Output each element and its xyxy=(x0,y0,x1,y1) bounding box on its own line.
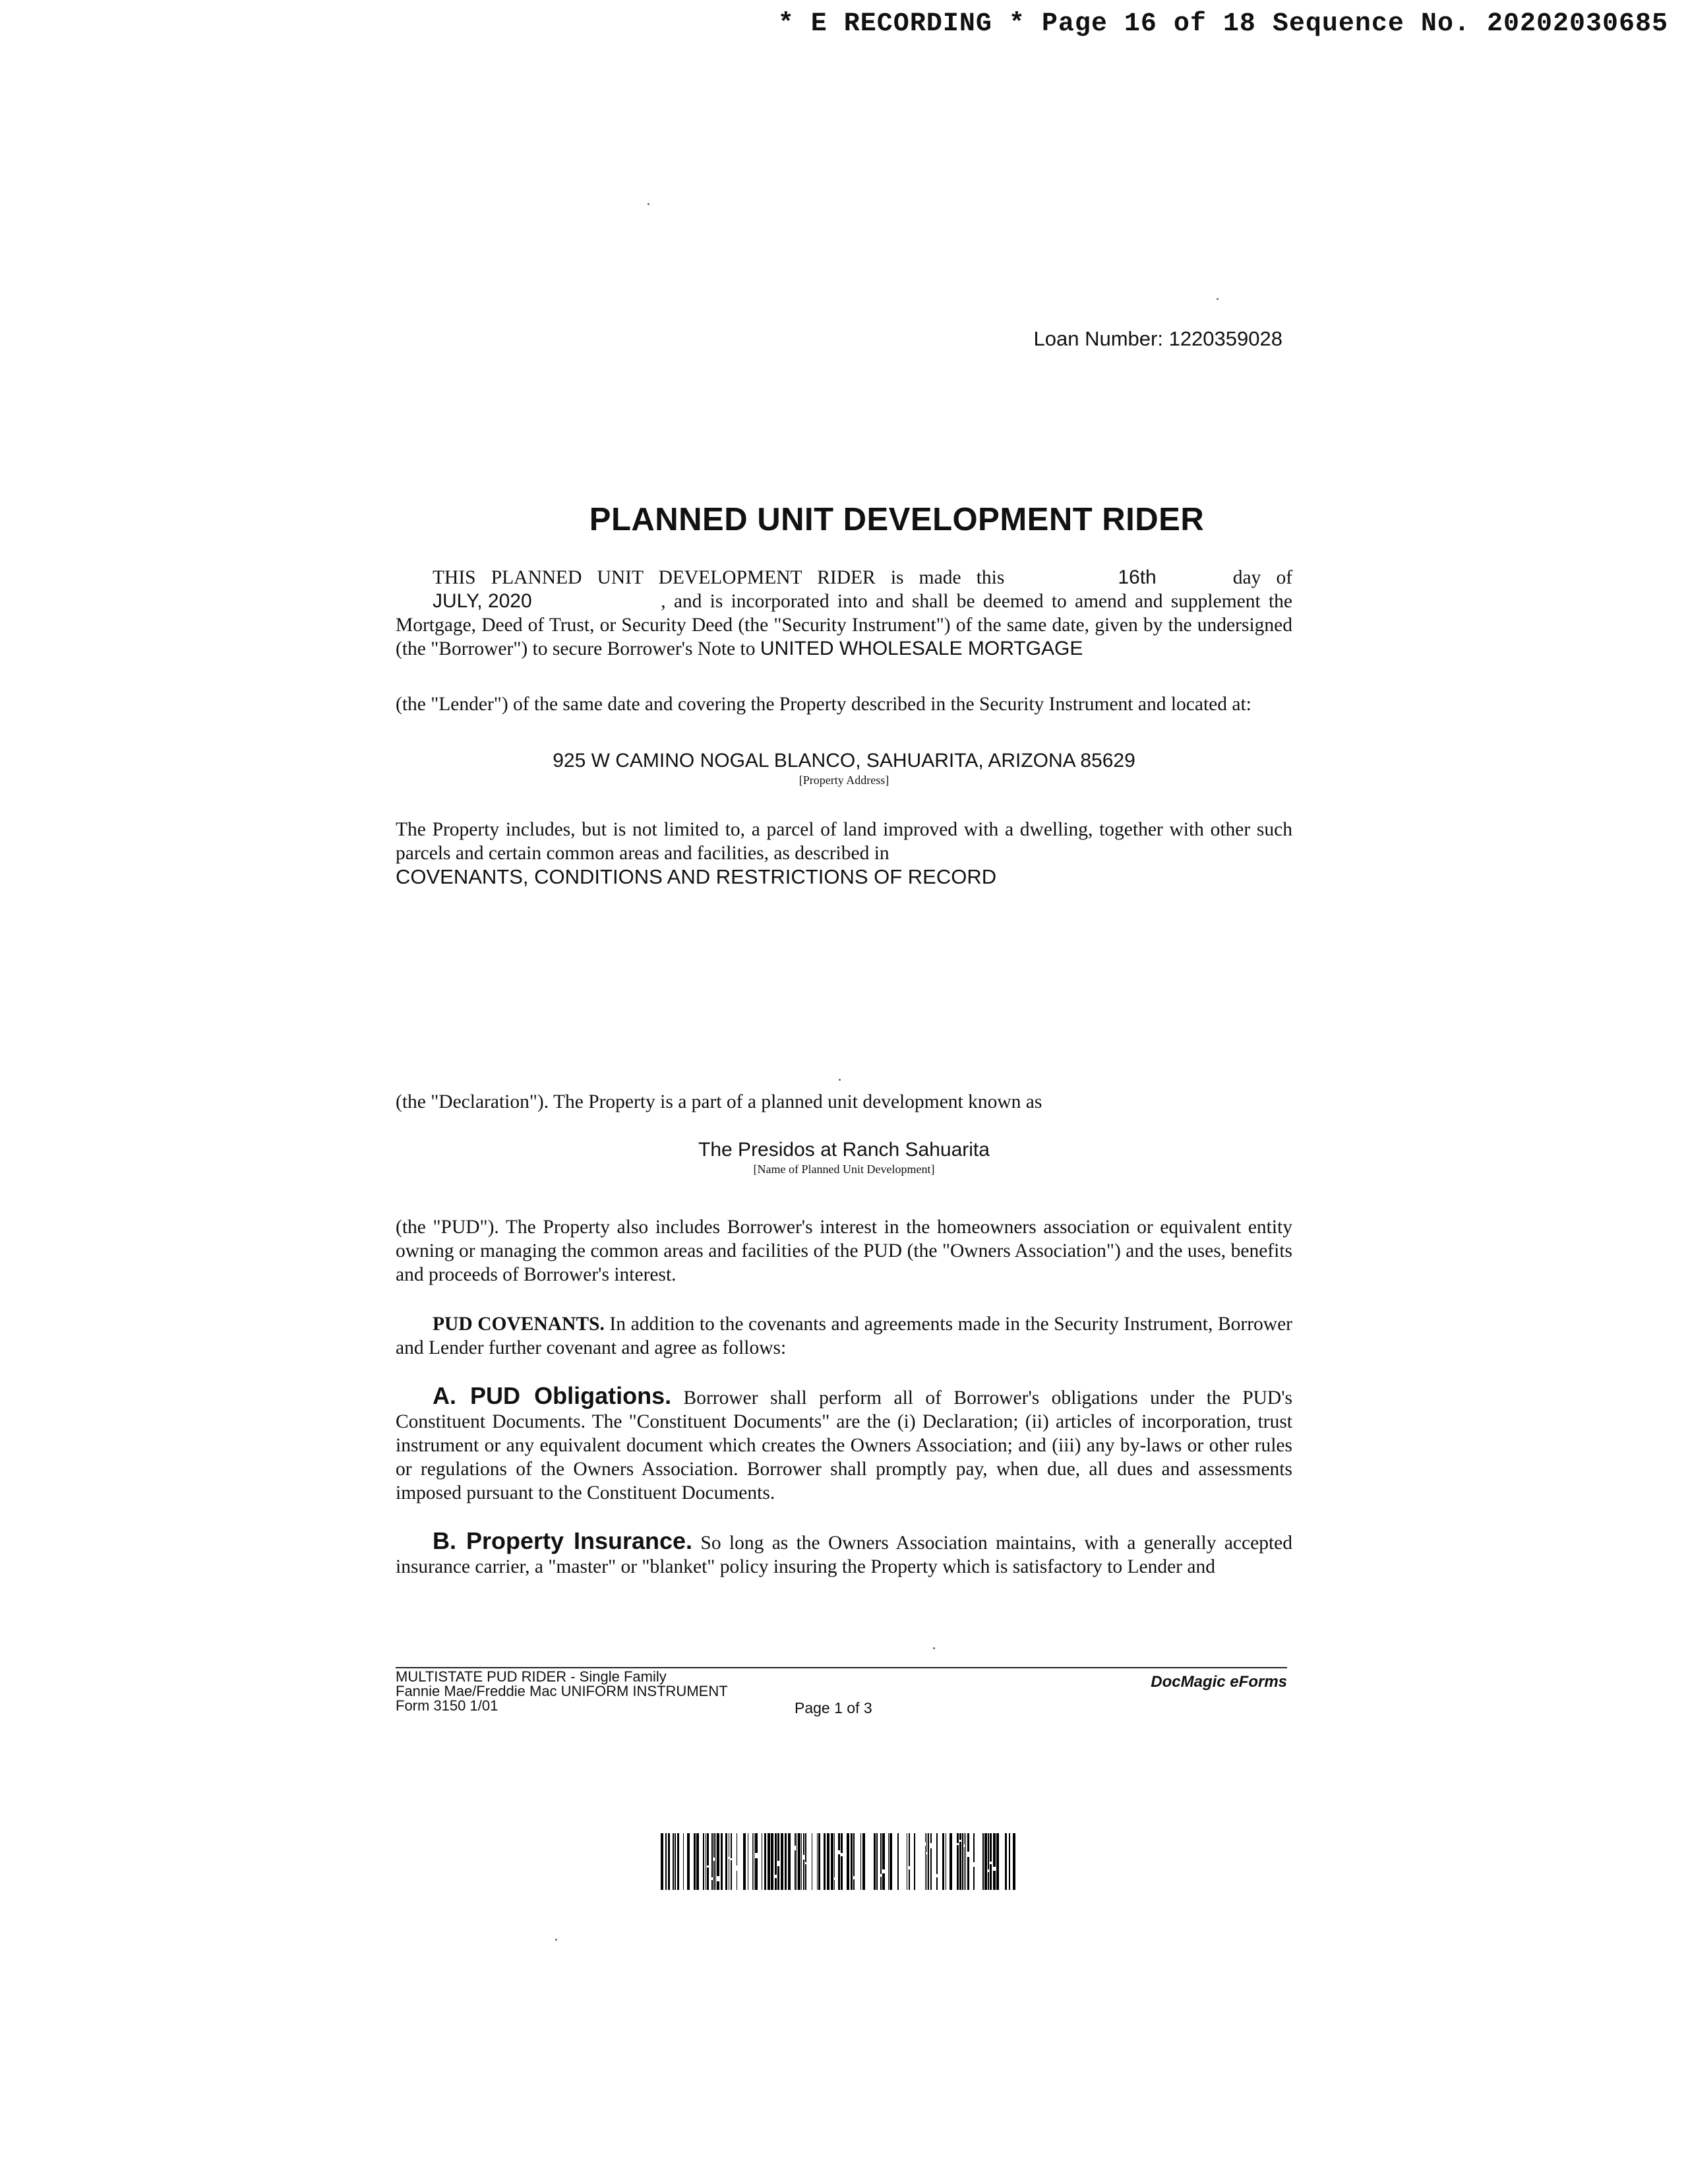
barcode-image xyxy=(661,1833,1017,1890)
pud-paragraph: (the "PUD"). The Property also includes Borrower's interest in the homeowners association or equivalent entity owning or managing the common areas and facilities of the PUD (the "Owners Association") and the uses, benefits and proceeds of Borrower's interest. xyxy=(396,1217,1292,1285)
lender-name: UNITED WHOLESALE MORTGAGE xyxy=(760,638,1083,659)
section-b-heading: B. Property Insurance. xyxy=(433,1527,693,1554)
intro-text-1: THIS PLANNED UNIT DEVELOPMENT RIDER is made this xyxy=(433,567,1005,588)
declaration-sentence: (the "Declaration"). The Property is a part of a planned unit development known as xyxy=(396,1091,1042,1112)
intro-paragraph xyxy=(396,566,1292,661)
section-a-heading: A. PUD Obligations. xyxy=(433,1382,672,1409)
section-b-text: So long as the Owners Association maintains, with a generally accepted insurance carrier, a "master" or "blanket" policy insuring the Property which is satisfactory to Lender and xyxy=(396,1532,1292,1577)
intro-text-2: day of xyxy=(1232,567,1293,588)
property-address: 925 W CAMINO NOGAL BLANCO, SAHUARITA, ARIZONA 85629 xyxy=(553,750,1135,772)
footer-line-2: Fannie Mae/Freddie Mac UNIFORM INSTRUMENT xyxy=(396,1683,728,1699)
intro-month-year: JULY, 2020 xyxy=(433,590,532,612)
section-a-paragraph xyxy=(396,1384,1292,1505)
scan-speck xyxy=(555,1939,557,1941)
loan-number-label: Loan Number: xyxy=(1033,327,1163,350)
pud-covenants-paragraph xyxy=(396,1312,1292,1360)
section-a-text: Borrower shall perform all of Borrower's obligations under the PUD's Constituent Documents. The "Constituent Documents" are the (i) Declaration; (ii) articles of incorporation, trust instrument or any equivalent document which creates the Owners Association; and (iii) any by-laws or other rules or regulations of the Owners Association. Borrower shall promptly pay, when due, all dues and assessments imposed pursuant to the Constituent Documents. xyxy=(396,1387,1293,1503)
footer-form-info xyxy=(396,1670,728,1713)
docmagic-logo: DocMagic eForms xyxy=(1151,1673,1287,1691)
scan-speck xyxy=(1217,298,1219,300)
property-address-block xyxy=(396,750,1292,787)
property-address-caption: [Property Address] xyxy=(799,774,889,787)
scan-speck xyxy=(839,1079,841,1081)
document-title: PLANNED UNIT DEVELOPMENT RIDER xyxy=(589,502,1205,537)
intro-lender-clause: (the "Lender") of the same date and covering the Property described in the Security Instrument and located at: xyxy=(396,694,1251,715)
loan-number-line xyxy=(791,327,1282,351)
property-includes-paragraph: The Property includes, but is not limited to, a parcel of land improved with a dwelling, together with other such parcels and certain common areas and facilities, as described in xyxy=(396,819,1292,864)
intro-text-3: , and is incorporated into and shall be deemed to amend and supplement the Mortgage, Deed of Trust, or Security Deed (the "Security Instrument") of the same date, given by the undersigned (the "Borrower") to secure Borrower's Note to xyxy=(396,591,1292,659)
footer-line-3: Form 3150 1/01 xyxy=(396,1697,498,1714)
loan-number-value: 1220359028 xyxy=(1168,327,1282,350)
footer-page-number: Page 1 of 3 xyxy=(795,1699,872,1716)
pud-name-block xyxy=(396,1139,1292,1176)
recording-header: * E RECORDING * Page 16 of 18 Sequence No. 20202030685 xyxy=(777,9,1668,39)
covenants-reference: COVENANTS, CONDITIONS AND RESTRICTIONS OF RECORD xyxy=(396,865,997,888)
scan-speck xyxy=(648,203,649,205)
pud-covenants-text: In addition to the covenants and agreements made in the Security Instrument, Borrower and Lender further covenant and agree as follows: xyxy=(396,1314,1292,1358)
pud-name-caption: [Name of Planned Unit Development] xyxy=(753,1163,935,1176)
pud-covenants-heading: PUD COVENANTS. xyxy=(433,1314,605,1335)
scan-speck xyxy=(933,1647,935,1649)
intro-day: 16th xyxy=(1118,566,1157,588)
footer-line-1: MULTISTATE PUD RIDER - Single Family xyxy=(396,1668,667,1685)
pud-name: The Presidos at Ranch Sahuarita xyxy=(698,1139,990,1161)
section-b-paragraph xyxy=(396,1529,1292,1579)
